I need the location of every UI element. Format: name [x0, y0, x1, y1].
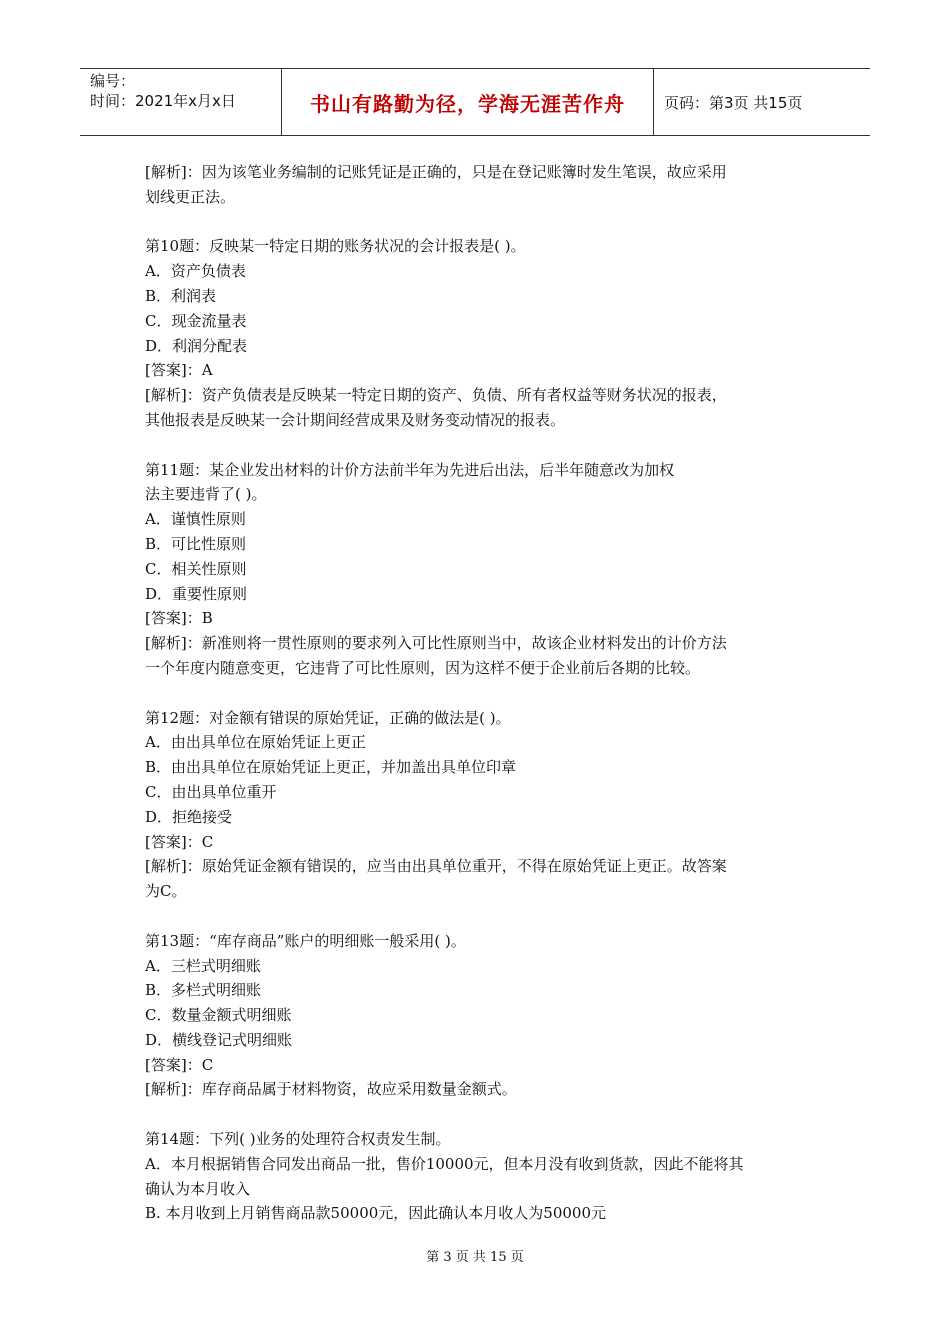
- text-line: [答案]：B: [145, 609, 213, 628]
- text-line: 确认为本月收入: [145, 1179, 251, 1198]
- header-page-info: [654, 69, 870, 135]
- header-motto-cell: [282, 69, 654, 135]
- text-line: B．由出具单位在原始凭证上更正，并加盖出具单位印章: [145, 758, 517, 777]
- paragraph-gap: [145, 904, 815, 929]
- text-line: 第13题：“库存商品”账户的明细账一般采用( )。: [145, 931, 466, 950]
- text-line: B．可比性原则: [145, 534, 247, 553]
- text-line: C．现金流量表: [145, 311, 247, 330]
- text-line: A．由出具单位在原始凭证上更正: [145, 733, 366, 752]
- text-line: D．利润分配表: [145, 336, 248, 355]
- paragraph-gap: [145, 681, 815, 706]
- text-line: B．利润表: [145, 286, 217, 305]
- text-line: C．相关性原则: [145, 559, 247, 578]
- text-line: [解析]：原始凭证金额有错误的，应当由出具单位重开，不得在原始凭证上更正。故答案: [145, 857, 727, 876]
- text-line: 划线更正法。: [145, 187, 236, 206]
- text-line: 一个年度内随意变更，它违背了可比性原则，因为这样不便于企业前后各期的比较。: [145, 658, 701, 677]
- text-line: 法主要违背了( )。: [145, 485, 267, 504]
- header-page-label: 页码：第3页 共15页: [664, 93, 803, 112]
- header-motto: 书山有路勤为径，学海无涯苦作舟: [310, 91, 625, 116]
- text-line: [解析]：因为该笔业务编制的记账凭证是正确的，只是在登记账簿时发生笔误，故应采用: [145, 163, 727, 181]
- text-line: A．本月根据销售合同发出商品一批，售价10000元，但本月没有收到货款，因此不能将其: [145, 1154, 744, 1173]
- text-line: [解析]：新准则将一贯性原则的要求列入可比性原则当中，故该企业材料发出的计价方法: [145, 634, 727, 653]
- text-line: 第11题：某企业发出材料的计价方法前半年为先进后出法，后半年随意改为加权: [145, 460, 675, 479]
- text-line: A．资产负债表: [145, 262, 246, 281]
- text-line: D．横线登记式明细账: [145, 1030, 293, 1049]
- document-number-label: 编号：: [90, 72, 136, 90]
- document-date-label: 时间：2021年x月x日: [90, 92, 236, 110]
- page-footer: 第 3 页 共 15 页: [426, 1250, 524, 1265]
- text-line: A．三栏式明细账: [145, 956, 261, 975]
- text-line: [答案]：A: [145, 361, 213, 380]
- text-line: 第10题：反映某一特定日期的账务状况的会计报表是( )。: [145, 237, 526, 256]
- text-line: 其他报表是反映某一会计期间经营成果及财务变动情况的报表。: [145, 410, 566, 429]
- text-line: 第12题：对金额有错误的原始凭证，正确的做法是( )。: [145, 708, 511, 727]
- text-line: C．数量金额式明细账: [145, 1006, 292, 1025]
- text-line: [解析]：资产负债表是反映某一特定日期的资产、负债、所有者权益等财务状况的报表，: [145, 386, 727, 405]
- document-body: [145, 160, 815, 1226]
- page-header: [80, 68, 870, 136]
- text-line: [解析]：库存商品属于材料物资，故应采用数量金额式。: [145, 1080, 517, 1099]
- header-meta: [80, 69, 282, 135]
- text-line: A．谨慎性原则: [145, 510, 246, 529]
- text-line: D．重要性原则: [145, 584, 248, 603]
- paragraph-gap: [145, 210, 815, 235]
- text-line: 为C。: [145, 882, 187, 901]
- paragraph-gap: [145, 433, 815, 458]
- text-line: B. 本月收到上月销售商品款50000元，因此确认本月收人为50000元: [145, 1204, 606, 1223]
- text-line: [答案]：C: [145, 1055, 214, 1074]
- text-line: 第14题：下列( )业务的处理符合权责发生制。: [145, 1130, 451, 1149]
- text-line: D．拒绝接受: [145, 807, 233, 826]
- text-line: B．多栏式明细账: [145, 981, 262, 1000]
- text-line: C．由出具单位重开: [145, 782, 277, 801]
- text-line: [答案]：C: [145, 832, 214, 851]
- paragraph-gap: [145, 1102, 815, 1127]
